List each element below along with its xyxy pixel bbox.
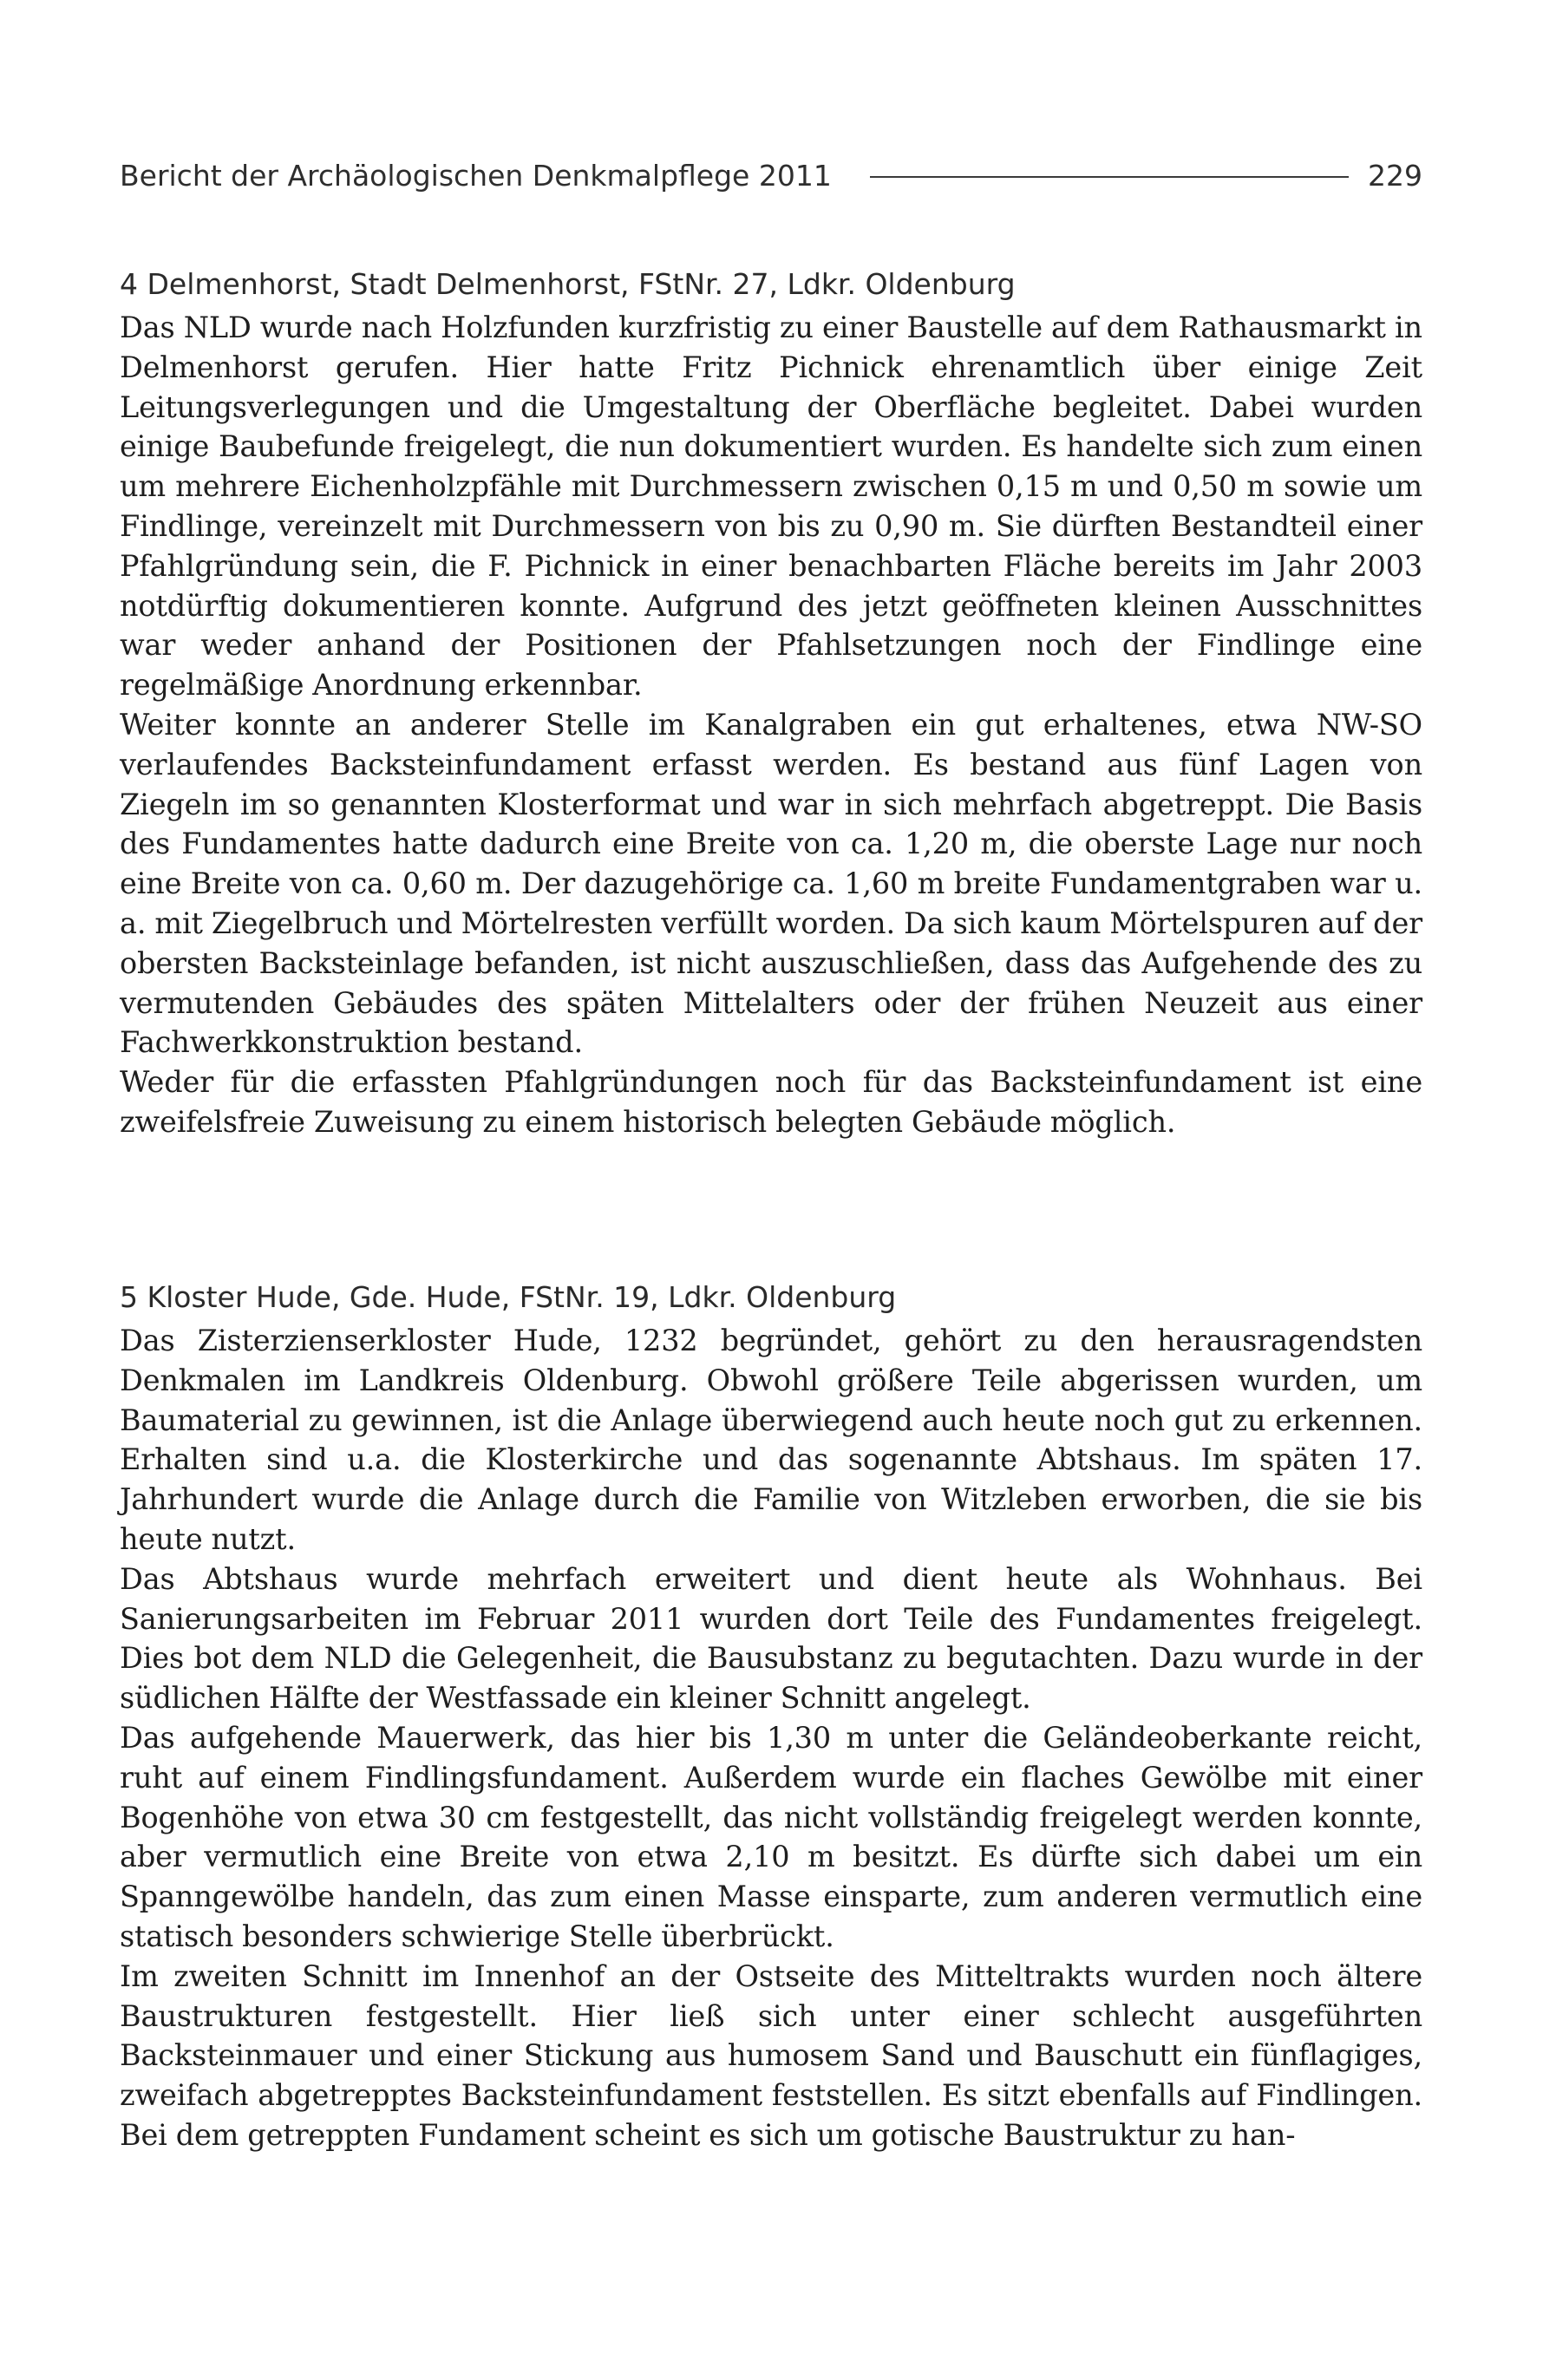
- page-number: 229: [1368, 158, 1422, 193]
- section-heading: 5 Kloster Hude, Gde. Hude, FStNr. 19, Ldkr. Oldenburg: [120, 1280, 897, 1314]
- paragraph: Weiter konnte an anderer Stelle im Kanalgraben ein gut erhaltenes, etwa NW-SO verlaufendes Backsteinfundament erfasst werden. Es bestand aus fünf Lagen von Ziegeln im so genannten Klosterformat und war in sich mehrfach abgetreppt. Die Basis des Fundamentes hatte dadurch eine Breite von ca. 1,20 m, die oberste Lage nur noch eine Breite von ca. 0,60 m. Der dazugehörige ca. 1,60 m breite Fundamentgraben war u. a. mit Ziegelbruch und Mörtelresten verfüllt worden. Da sich kaum Mörtelspuren auf der obersten Backsteinlage befanden, ist nicht auszuschließen, dass das Aufgehende des zu vermutenden Gebäudes des späten Mittelalters oder der frühen Neuzeit aus einer Fachwerkkonstruktion bestand.: [120, 707, 1422, 1060]
- paragraph: Das Zisterzienserkloster Hude, 1232 begründet, gehört zu den herausragendsten Denkmalen im Landkreis Oldenburg. Obwohl größere Teile abgerissen wurden, um Baumaterial zu gewinnen, ist die Anlage überwiegend auch heute noch gut zu erkennen. Erhalten sind u.a. die Klosterkirche und das sogenannte Abtshaus. Im späten 17. Jahrhundert wurde die Anlage durch die Familie von Witzleben erworben, die sie bis heute nutzt.: [120, 1324, 1422, 1556]
- header-rule: [870, 176, 1349, 178]
- section-kloster-hude: [120, 1278, 1422, 2155]
- section-delmenhorst: [120, 265, 1422, 1142]
- running-header-title: Bericht der Archäologischen Denkmalpflege 2011: [120, 158, 832, 193]
- section-heading: 4 Delmenhorst, Stadt Delmenhorst, FStNr. 27, Ldkr. Oldenburg: [120, 267, 1016, 301]
- paragraph: Das Abtshaus wurde mehrfach erweitert und dient heute als Wohnhaus. Bei Sanierungsarbeiten im Februar 2011 wurden dort Teile des Fundamentes freigelegt. Dies bot dem NLD die Gelegenheit, die Bausubstanz zu begutachten. Dazu wurde in der südlichen Hälfte der Westfassade ein kleiner Schnitt angelegt.: [120, 1561, 1422, 1716]
- paragraph: Im zweiten Schnitt im Innenhof an der Ostseite des Mitteltrakts wurden noch ältere Baustrukturen festgestellt. Hier ließ sich unter einer schlecht ausgeführten Backsteinmauer und einer Stickung aus humosem Sand und Bauschutt ein fünflagiges, zweifach abgetrepptes Backsteinfundament feststellen. Es sitzt ebenfalls auf Findlingen. Bei dem getreppten Fundament scheint es sich um gotische Baustruktur zu han-: [120, 1958, 1422, 2152]
- running-header: [120, 154, 1422, 196]
- paragraph: Weder für die erfassten Pfahlgründungen noch für das Backsteinfundament ist eine zweifelsfreie Zuweisung zu einem historisch belegten Gebäude möglich.: [120, 1065, 1422, 1139]
- paragraph: Das aufgehende Mauerwerk, das hier bis 1,30 m unter die Geländeoberkante reicht, ruht auf einem Findlingsfundament. Außerdem wurde ein flaches Gewölbe mit einer Bogenhöhe von etwa 30 cm festgestellt, das nicht vollständig freigelegt werden konnte, aber vermutlich eine Breite von etwa 2,10 m besitzt. Es dürfte sich dabei um ein Spanngewölbe handeln, das zum einen Masse einsparte, zum anderen vermutlich eine statisch besonders schwierige Stelle überbrückt.: [120, 1720, 1422, 1953]
- paragraph: Das NLD wurde nach Holzfunden kurzfristig zu einer Baustelle auf dem Rathausmarkt in Delmenhorst gerufen. Hier hatte Fritz Pichnick ehrenamtlich über einige Zeit Leitungsverlegungen und die Umgestaltung der Oberfläche begleitet. Dabei wurden einige Baubefunde freigelegt, die nun dokumentiert wurden. Es handelte sich zum einen um mehrere Eichenholzpfähle mit Durchmessern zwischen 0,15 m und 0,50 m sowie um Findlinge, vereinzelt mit Durchmessern von bis zu 0,90 m. Sie dürften Bestandteil einer Pfahlgründung sein, die F. Pichnick in einer benachbarten Fläche bereits im Jahr 2003 notdürftig dokumentieren konnte. Aufgrund des jetzt geöffneten kleinen Ausschnittes war weder anhand der Positionen der Pfahlsetzungen noch der Findlinge eine regelmäßige Anordnung erkennbar.: [120, 311, 1422, 703]
